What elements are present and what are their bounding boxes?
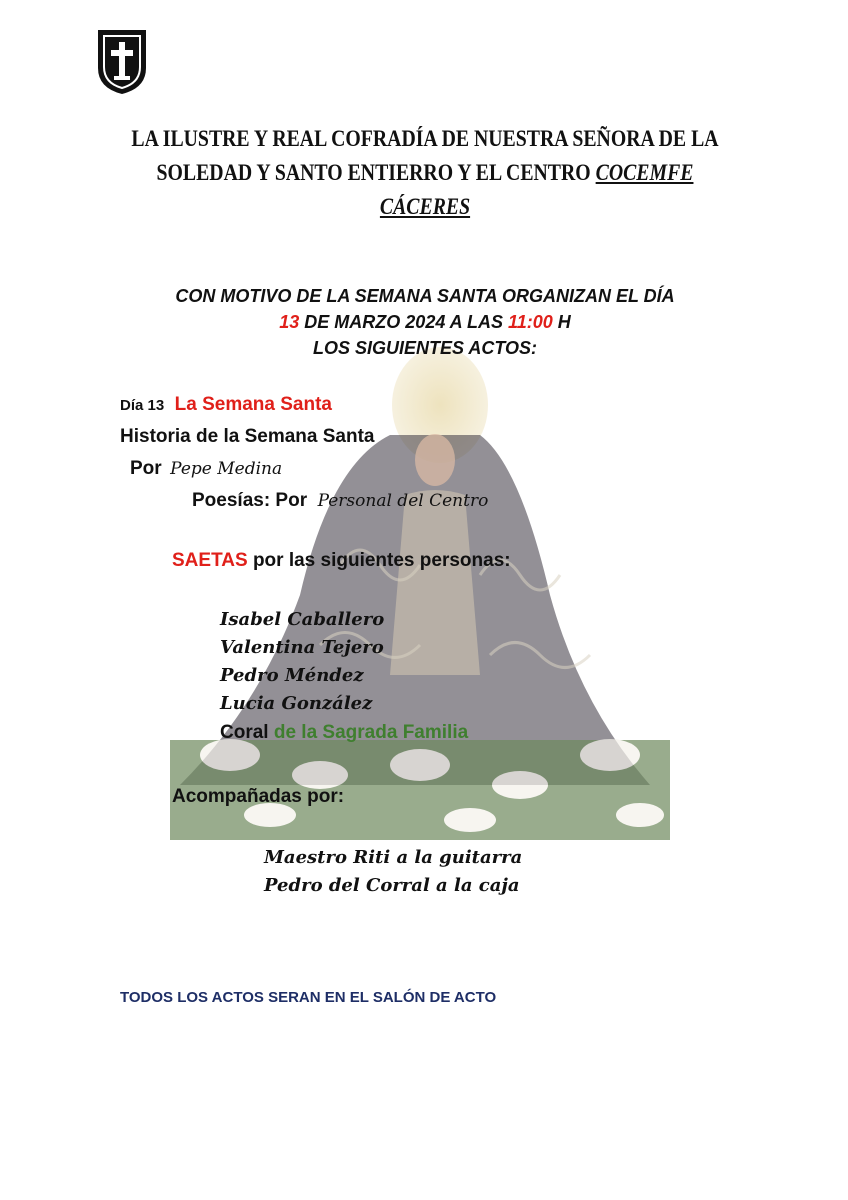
- speaker-por: Por: [130, 458, 162, 479]
- saetas-label: SAETAS: [172, 550, 248, 571]
- saetas-line: [172, 550, 511, 572]
- cofradia-shield-logo: [96, 28, 148, 96]
- singer-item: Isabel Caballero: [220, 609, 385, 630]
- speaker-name: Pepe Medina: [170, 459, 283, 479]
- intro-time: 11:00: [508, 312, 553, 332]
- intro-line-3: LOS SIGUIENTES ACTOS:: [312, 338, 538, 358]
- saetas-rest: por las siguientes personas:: [247, 550, 511, 571]
- event-day-label: Día 13: [120, 397, 165, 414]
- musicians-list: [264, 844, 522, 900]
- page-title: [111, 122, 739, 224]
- coral-name: de la Sagrada Familia: [268, 722, 469, 743]
- poems-by: Personal del Centro: [317, 491, 489, 511]
- coral-line: [220, 722, 468, 744]
- title-caceres: CÁCERES: [379, 194, 471, 219]
- title-line-3: [111, 190, 739, 224]
- musician-item: Maestro Riti a la guitarra: [264, 847, 523, 868]
- speaker-line: [130, 458, 282, 480]
- musician-item: Pedro del Corral a la caja: [264, 875, 520, 896]
- accompanied-label: Acompañadas por:: [172, 786, 345, 807]
- poems-label: Poesías: Por: [192, 490, 308, 511]
- event-title: La Semana Santa: [174, 394, 332, 415]
- intro-day: 13: [279, 312, 300, 332]
- intro-line-1: CON MOTIVO DE LA SEMANA SANTA ORGANIZAN EL DÍA: [175, 286, 675, 306]
- intro-line-2-mid: DE MARZO 2024 A LAS: [299, 312, 509, 332]
- coral-label: Coral: [220, 722, 269, 743]
- footer-note: TODOS LOS ACTOS SERAN EN EL SALÓN DE ACTO: [120, 989, 497, 1006]
- title-cocemfe: COCEMFE: [595, 160, 694, 185]
- title-line-2-text: SOLEDAD Y SANTO ENTIERRO Y EL CENTRO: [156, 160, 596, 185]
- event-history: Historia de la Semana Santa: [120, 426, 375, 447]
- intro-line-2: [60, 309, 790, 335]
- intro-line-2-end: H: [552, 312, 571, 332]
- singer-item: Lucia González: [220, 693, 373, 714]
- title-line-2: [111, 156, 739, 190]
- singers-list: [220, 606, 384, 718]
- event-day-line: [120, 394, 332, 416]
- virgin-figure-background: [150, 345, 680, 845]
- singer-item: Pedro Méndez: [220, 665, 364, 686]
- poems-line: [192, 490, 488, 512]
- singer-item: Valentina Tejero: [220, 637, 384, 658]
- intro-announcement: [60, 283, 790, 361]
- title-line-1: LA ILUSTRE Y REAL COFRADÍA DE NUESTRA SEÑORA DE LA: [131, 126, 719, 151]
